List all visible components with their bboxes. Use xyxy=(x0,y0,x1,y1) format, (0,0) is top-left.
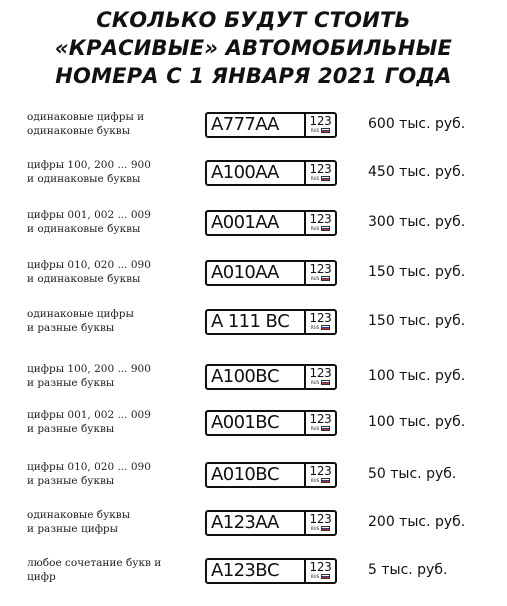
plate-number: А777АА xyxy=(211,114,279,135)
description-line-1: цифры 010, 020 ... 090 xyxy=(27,461,151,473)
price-value: 100 тыс. руб. xyxy=(368,368,466,384)
price-row xyxy=(0,208,507,258)
price-value: 300 тыс. руб. xyxy=(368,214,466,230)
title-line-3: НОМЕРА С 1 ЯНВАРЯ 2021 ГОДА xyxy=(55,64,452,88)
description-line-2: и одинаковые буквы xyxy=(27,223,141,235)
plate-number: А100ВС xyxy=(211,366,279,387)
description-line-2: одинаковые буквы xyxy=(27,125,131,137)
region-code: 123 xyxy=(309,162,332,176)
price-row xyxy=(0,408,507,458)
plate-region xyxy=(304,464,335,486)
plate-number: А001ВС xyxy=(211,412,279,433)
description-line-1: одинаковые цифры xyxy=(27,308,134,320)
plate-number: А123ВС xyxy=(211,560,279,581)
license-plate xyxy=(205,410,337,436)
price-value: 200 тыс. руб. xyxy=(368,514,466,530)
region-code: 123 xyxy=(309,212,332,226)
license-plate xyxy=(205,510,337,536)
rus-label: RUS xyxy=(310,325,320,330)
row-description xyxy=(27,460,197,488)
price-row xyxy=(0,110,507,160)
rus-label: RUS xyxy=(310,226,320,231)
russian-flag-icon xyxy=(321,325,330,330)
license-plate xyxy=(205,160,337,186)
plate-region xyxy=(304,366,335,388)
plate-number: А123АА xyxy=(211,512,279,533)
price-row xyxy=(0,258,507,308)
region-code: 123 xyxy=(309,560,332,574)
price-value: 50 тыс. руб. xyxy=(368,466,457,482)
row-description xyxy=(27,258,197,286)
plate-region xyxy=(304,311,335,333)
price-row xyxy=(0,158,507,208)
plate-region xyxy=(304,512,335,534)
plate-region xyxy=(304,262,335,284)
license-plate xyxy=(205,558,337,584)
license-plate xyxy=(205,309,337,335)
region-code: 123 xyxy=(309,311,332,325)
row-description xyxy=(27,158,197,186)
row-description xyxy=(27,408,197,436)
plate-region xyxy=(304,412,335,434)
price-row xyxy=(0,362,507,412)
price-value: 150 тыс. руб. xyxy=(368,264,466,280)
plate-region xyxy=(304,162,335,184)
row-description xyxy=(27,556,197,584)
description-line-2: и разные буквы xyxy=(27,475,115,487)
price-value: 150 тыс. руб. xyxy=(368,313,466,329)
rus-label: RUS xyxy=(310,526,320,531)
license-plate xyxy=(205,462,337,488)
region-code: 123 xyxy=(309,262,332,276)
title-line-1: СКОЛЬКО БУДУТ СТОИТЬ xyxy=(96,8,411,32)
plate-number: А 111 ВС xyxy=(211,311,290,332)
rus-label: RUS xyxy=(310,478,320,483)
price-value: 100 тыс. руб. xyxy=(368,414,466,430)
license-plate xyxy=(205,364,337,390)
russian-flag-icon xyxy=(321,478,330,483)
description-line-2: и разные буквы xyxy=(27,423,115,435)
rus-label: RUS xyxy=(310,276,320,281)
description-line-2: и одинаковые буквы xyxy=(27,273,141,285)
description-line-1: любое сочетание букв и xyxy=(27,557,162,569)
price-row xyxy=(0,556,507,606)
description-line-1: одинаковые цифры и xyxy=(27,111,145,123)
row-description xyxy=(27,208,197,236)
description-line-2: и разные буквы xyxy=(27,322,115,334)
license-plate xyxy=(205,112,337,138)
price-row xyxy=(0,460,507,510)
license-plate xyxy=(205,210,337,236)
rus-label: RUS xyxy=(310,176,320,181)
price-value: 600 тыс. руб. xyxy=(368,116,466,132)
plate-region xyxy=(304,114,335,136)
russian-flag-icon xyxy=(321,128,330,133)
plate-number: А001АА xyxy=(211,212,279,233)
price-value: 5 тыс. руб. xyxy=(368,562,448,578)
region-code: 123 xyxy=(309,366,332,380)
rus-label: RUS xyxy=(310,574,320,579)
russian-flag-icon xyxy=(321,226,330,231)
row-description xyxy=(27,508,197,536)
description-line-1: одинаковые буквы xyxy=(27,509,131,521)
russian-flag-icon xyxy=(321,526,330,531)
description-line-2: и разные буквы xyxy=(27,377,115,389)
plate-region xyxy=(304,212,335,234)
rus-label: RUS xyxy=(310,426,320,431)
russian-flag-icon xyxy=(321,380,330,385)
description-line-2: и разные цифры xyxy=(27,523,118,535)
plate-number: А010АА xyxy=(211,262,279,283)
region-code: 123 xyxy=(309,512,332,526)
rus-label: RUS xyxy=(310,380,320,385)
description-line-2: и одинаковые буквы xyxy=(27,173,141,185)
row-description xyxy=(27,307,197,335)
row-description xyxy=(27,110,197,138)
row-description xyxy=(27,362,197,390)
russian-flag-icon xyxy=(321,276,330,281)
description-line-1: цифры 010, 020 ... 090 xyxy=(27,259,151,271)
plate-number: А100АА xyxy=(211,162,279,183)
russian-flag-icon xyxy=(321,574,330,579)
price-value: 450 тыс. руб. xyxy=(368,164,466,180)
russian-flag-icon xyxy=(321,426,330,431)
license-plate xyxy=(205,260,337,286)
description-line-2: цифр xyxy=(27,571,56,583)
region-code: 123 xyxy=(309,412,332,426)
price-row xyxy=(0,307,507,357)
plate-number: А010ВС xyxy=(211,464,279,485)
page-title xyxy=(0,6,507,90)
russian-flag-icon xyxy=(321,176,330,181)
description-line-1: цифры 001, 002 ... 009 xyxy=(27,209,151,221)
region-code: 123 xyxy=(309,464,332,478)
description-line-1: цифры 001, 002 ... 009 xyxy=(27,409,151,421)
plate-region xyxy=(304,560,335,582)
description-line-1: цифры 100, 200 ... 900 xyxy=(27,363,151,375)
price-row xyxy=(0,508,507,558)
rus-label: RUS xyxy=(310,128,320,133)
description-line-1: цифры 100, 200 ... 900 xyxy=(27,159,151,171)
region-code: 123 xyxy=(309,114,332,128)
title-line-2: «КРАСИВЫЕ» АВТОМОБИЛЬНЫЕ xyxy=(54,36,453,60)
